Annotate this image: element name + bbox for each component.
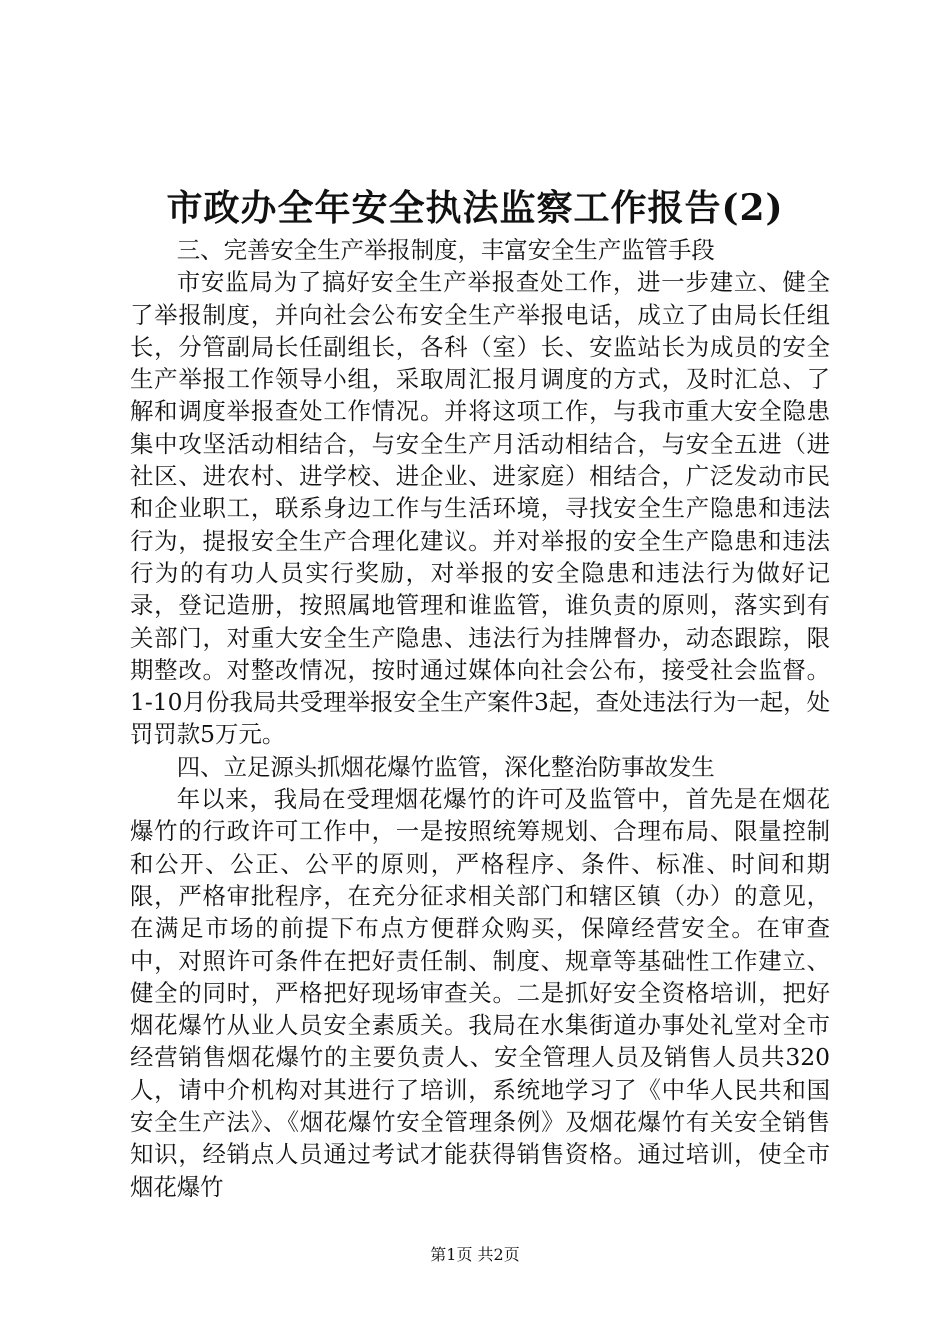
document-title: 市政办全年安全执法监察工作报告(2) [166, 187, 784, 229]
paragraph-fireworks-supervision: 年以来，我局在受理烟花爆竹的许可及监管中，首先是在烟花爆竹的行政许可工作中，一是按照统筹规划、合理布局、限量控制和公开、公正、公平的原则，严格程序、条件、标准、时间和期限，严格审批程序，在充分征求相关部门和辖区镇（办）的意见，在满足市场的前提下布点方便群众购买，保障经营安全。在审查中，对照许可条件在把好责任制、制度、规章等基础性工作建立、健全的同时，严格把好现场审查关。二是抓好安全资格培训，把好烟花爆竹从业人员安全素质关。我局在水集街道办事处礼堂对全市经营销售烟花爆竹的主要负责人、安全管理人员及销售人员共320人，请中介机构对其进行了培训，系统地学习了《中华人民共和国安全生产法》、《烟花爆竹安全管理条例》及烟花爆竹有关安全销售知识，经销点人员通过考试才能获得销售资格。通过培训，使全市烟花爆竹 [130, 785, 830, 1201]
section-heading-4: 四、立足源头抓烟花爆竹监管，深化整治防事故发生 [176, 752, 715, 781]
paragraph-reporting-system: 市安监局为了搞好安全生产举报查处工作，进一步建立、健全了举报制度，并向社会公布安全生产举报电话，成立了由局长任组长，分管副局长任副组长，各科（室）长、安监站长为成员的安全生产举报工作领导小组，采取周汇报月调度的方式，及时汇总、了解和调度举报查处工作情况。并将这项工作，与我市重大安全隐患集中攻坚活动相结合，与安全生产月活动相结合，与安全五进（进社区、进农村、进学校、进企业、进家庭）相结合，广泛发动市民和企业职工，联系身边工作与生活环境，寻找安全生产隐患和违法行为，提报安全生产合理化建议。并对举报的安全生产隐患和违法行为的有功人员实行奖励，对举报的安全隐患和违法行为做好记录，登记造册，按照属地管理和谁监管，谁负责的原则，落实到有关部门，对重大安全生产隐患、违法行为挂牌督办，动态跟踪，限期整改。对整改情况，按时通过媒体向社会公布，接受社会监督。1-10月份我局共受理举报安全生产案件3起，查处违法行为一起，处罚罚款5万元。 [130, 268, 830, 749]
document-body [130, 234, 830, 1203]
page-number-footer: 第1页 共2页 [430, 1245, 520, 1264]
section-heading-3: 三、完善安全生产举报制度，丰富安全生产监管手段 [176, 236, 715, 264]
